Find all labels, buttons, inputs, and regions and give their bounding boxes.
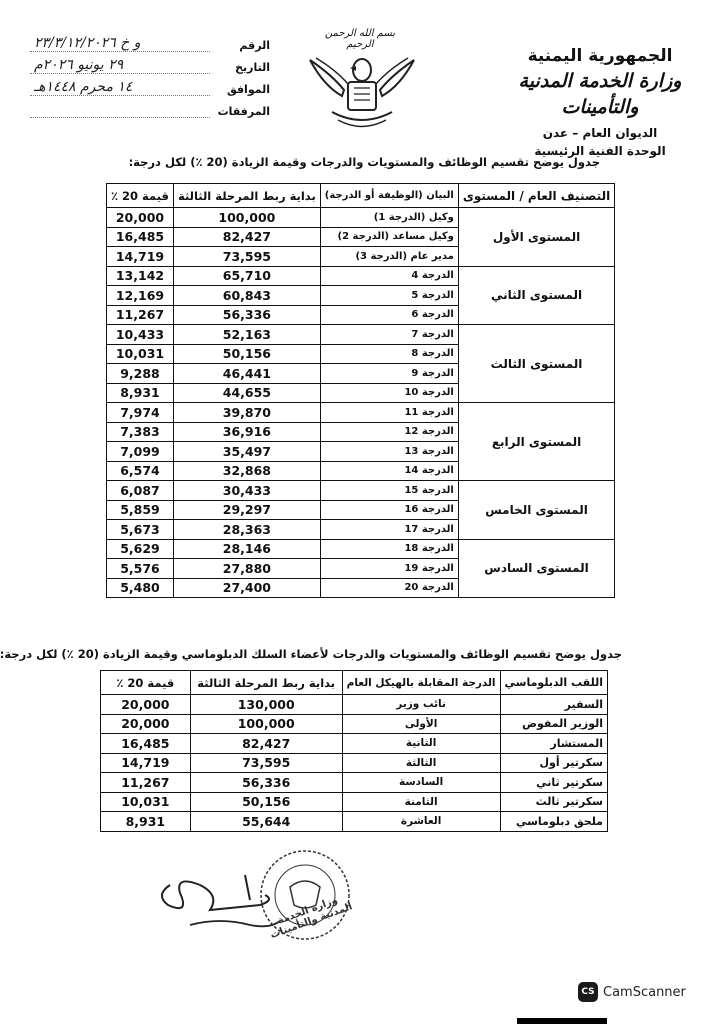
- equivalent-cell: السادسة: [342, 773, 500, 793]
- salary-cell: 30,433: [173, 481, 320, 501]
- table-row: [107, 266, 615, 286]
- camscanner-icon: CS: [578, 982, 598, 1002]
- increase-cell: 12,169: [107, 286, 174, 306]
- col-header-increase: قيمة 20 ٪: [101, 671, 191, 695]
- salary-cell: 39,870: [173, 403, 320, 423]
- increase-cell: 16,485: [101, 734, 191, 754]
- salary-cell: 55,644: [190, 812, 342, 832]
- increase-cell: 20,000: [107, 208, 174, 228]
- attach-label: المرفقات: [217, 105, 270, 118]
- increase-cell: 20,000: [101, 695, 191, 715]
- col-header-equivalent: الدرجة المقابلة بالهيكل العام: [342, 671, 500, 695]
- grade-cell: الدرجة 18: [320, 539, 458, 559]
- grade-cell: الدرجة 12: [320, 422, 458, 442]
- salary-cell: 29,297: [173, 500, 320, 520]
- level-cell: المستوى الخامس: [458, 481, 614, 540]
- salary-cell: 100,000: [190, 714, 342, 734]
- table-row: [107, 325, 615, 345]
- table2-caption: جدول يوضح تقسيم الوظائف والمستويات والدرجات لأعضاء السلك الدبلوماسي وقيمة الزيادة (20 ٪) لكل درجة:: [0, 647, 622, 661]
- table-row: [101, 734, 608, 754]
- increase-cell: 5,629: [107, 539, 174, 559]
- increase-cell: 10,433: [107, 325, 174, 345]
- table-row: [101, 695, 608, 715]
- grade-cell: الدرجة 5: [320, 286, 458, 306]
- scan-edge-bar: [517, 1018, 607, 1024]
- increase-cell: 13,142: [107, 266, 174, 286]
- diplomatic-table: [100, 670, 608, 832]
- office-name: الديوان العام – عدن: [542, 126, 658, 140]
- table-row: [107, 208, 615, 228]
- attach-row: [30, 96, 270, 118]
- col-header-increase: قيمة 20 ٪: [107, 184, 174, 208]
- increase-cell: 5,859: [107, 500, 174, 520]
- equivalent-cell: الأولى: [342, 714, 500, 734]
- salary-cell: 73,595: [173, 247, 320, 267]
- level-cell: المستوى الثالث: [458, 325, 614, 403]
- salary-cell: 130,000: [190, 695, 342, 715]
- salary-cell: 46,441: [173, 364, 320, 384]
- grades-table-body: [107, 208, 615, 598]
- increase-cell: 11,267: [107, 305, 174, 325]
- equivalent-cell: الثامنة: [342, 792, 500, 812]
- hijri-value: ١٤ محرم ١٤٤٨هـ: [30, 79, 210, 96]
- increase-cell: 14,719: [107, 247, 174, 267]
- ref-value: و خ ٢٣/٣/١٢/٢٠٢٦: [30, 35, 210, 52]
- title-cell: الوزير المفوض: [500, 714, 607, 734]
- increase-cell: 5,480: [107, 578, 174, 598]
- increase-cell: 8,931: [101, 812, 191, 832]
- title-cell: سكرتير ثاني: [500, 773, 607, 793]
- equivalent-cell: العاشرة: [342, 812, 500, 832]
- increase-cell: 8,931: [107, 383, 174, 403]
- ministry-name: وزارة الخدمة المدنية والتأمينات: [518, 70, 682, 118]
- increase-cell: 11,267: [101, 773, 191, 793]
- table-row: [107, 403, 615, 423]
- grade-cell: الدرجة 14: [320, 461, 458, 481]
- salary-cell: 28,363: [173, 520, 320, 540]
- increase-cell: 16,485: [107, 227, 174, 247]
- date-label: التاريخ: [235, 61, 270, 74]
- level-cell: المستوى الثاني: [458, 266, 614, 325]
- camscanner-badge: [578, 982, 686, 1002]
- table-header-row: [107, 184, 615, 208]
- level-cell: المستوى الأول: [458, 208, 614, 267]
- col-header-level: التصنيف العام / المستوى: [458, 184, 614, 208]
- increase-cell: 5,673: [107, 520, 174, 540]
- salary-cell: 56,336: [173, 305, 320, 325]
- table1-caption: جدول يوضح تقسيم الوظائف والمستويات والدرجات وقيمة الزيادة (20 ٪) لكل درجة:: [128, 155, 600, 169]
- salary-cell: 50,156: [190, 792, 342, 812]
- grade-cell: وكيل مساعد (الدرجة 2): [320, 227, 458, 247]
- level-cell: المستوى السادس: [458, 539, 614, 598]
- table-row: [107, 539, 615, 559]
- equivalent-cell: الثانية: [342, 734, 500, 754]
- ref-label: الرقم: [239, 39, 270, 52]
- salary-cell: 27,400: [173, 578, 320, 598]
- grade-cell: الدرجة 19: [320, 559, 458, 579]
- grades-table: [106, 183, 615, 598]
- grade-cell: الدرجة 8: [320, 344, 458, 364]
- table-row: [107, 481, 615, 501]
- diplomatic-table-body: [101, 695, 608, 832]
- table-row: [101, 753, 608, 773]
- level-cell: المستوى الرابع: [458, 403, 614, 481]
- col-header-grade: البيان (الوظيفة أو الدرجة): [320, 184, 458, 208]
- salary-cell: 60,843: [173, 286, 320, 306]
- salary-cell: 56,336: [190, 773, 342, 793]
- equivalent-cell: نائب وزير: [342, 695, 500, 715]
- table-row: [101, 812, 608, 832]
- grade-cell: الدرجة 10: [320, 383, 458, 403]
- table-row: [101, 792, 608, 812]
- col-header-title: اللقب الدبلوماسي: [500, 671, 607, 695]
- table-header-row: [101, 671, 608, 695]
- increase-cell: 6,087: [107, 481, 174, 501]
- date-row: [30, 52, 270, 74]
- increase-cell: 10,031: [101, 792, 191, 812]
- date-value: ٢٩ يونيو ٢٠٢٦م: [30, 57, 210, 74]
- increase-cell: 10,031: [107, 344, 174, 364]
- increase-cell: 6,574: [107, 461, 174, 481]
- title-cell: سكرتير أول: [500, 753, 607, 773]
- hijri-label: الموافق: [226, 83, 270, 96]
- col-header-salary: بداية ربط المرحلة الثالثة: [173, 184, 320, 208]
- increase-cell: 7,383: [107, 422, 174, 442]
- salary-cell: 65,710: [173, 266, 320, 286]
- grade-cell: الدرجة 7: [320, 325, 458, 345]
- grade-cell: وكيل (الدرجة 1): [320, 208, 458, 228]
- basmala: بسم الله الرحمن الرحيم: [324, 28, 396, 50]
- salary-cell: 35,497: [173, 442, 320, 462]
- salary-cell: 52,163: [173, 325, 320, 345]
- increase-cell: 20,000: [101, 714, 191, 734]
- salary-cell: 36,916: [173, 422, 320, 442]
- increase-cell: 7,099: [107, 442, 174, 462]
- grade-cell: الدرجة 17: [320, 520, 458, 540]
- salary-cell: 73,595: [190, 753, 342, 773]
- salary-cell: 100,000: [173, 208, 320, 228]
- col-header-salary: بداية ربط المرحلة الثالثة: [190, 671, 342, 695]
- grade-cell: الدرجة 16: [320, 500, 458, 520]
- title-cell: سكرتير ثالث: [500, 792, 607, 812]
- equivalent-cell: الثالثة: [342, 753, 500, 773]
- salary-cell: 50,156: [173, 344, 320, 364]
- salary-cell: 82,427: [173, 227, 320, 247]
- salary-cell: 32,868: [173, 461, 320, 481]
- increase-cell: 14,719: [101, 753, 191, 773]
- unit-name: الوحدة الفنية الرئيسية: [534, 144, 666, 158]
- grade-cell: الدرجة 4: [320, 266, 458, 286]
- grade-cell: الدرجة 13: [320, 442, 458, 462]
- camscanner-label: CamScanner: [603, 984, 686, 1000]
- grade-cell: الدرجة 6: [320, 305, 458, 325]
- title-cell: ملحق دبلوماسي: [500, 812, 607, 832]
- hijri-row: [30, 74, 270, 96]
- salary-cell: 28,146: [173, 539, 320, 559]
- reference-block: [30, 30, 270, 118]
- seal-text: وزارة الخدمة المدنية والتأمينات: [268, 894, 354, 942]
- grade-cell: الدرجة 9: [320, 364, 458, 384]
- increase-cell: 9,288: [107, 364, 174, 384]
- grade-cell: الدرجة 11: [320, 403, 458, 423]
- salary-cell: 82,427: [190, 734, 342, 754]
- grade-cell: الدرجة 15: [320, 481, 458, 501]
- salary-cell: 27,880: [173, 559, 320, 579]
- increase-cell: 5,576: [107, 559, 174, 579]
- salary-cell: 44,655: [173, 383, 320, 403]
- table-row: [101, 773, 608, 793]
- yemen-eagle-emblem-icon: [302, 30, 422, 135]
- increase-cell: 7,974: [107, 403, 174, 423]
- attach-value: [30, 117, 210, 118]
- table-row: [101, 714, 608, 734]
- grade-cell: الدرجة 20: [320, 578, 458, 598]
- letterhead-right: [500, 44, 700, 160]
- title-cell: المستشار: [500, 734, 607, 754]
- grade-cell: مدير عام (الدرجة 3): [320, 247, 458, 267]
- ref-row: [30, 30, 270, 52]
- title-cell: السفير: [500, 695, 607, 715]
- country-name: الجمهورية اليمنية: [527, 46, 673, 66]
